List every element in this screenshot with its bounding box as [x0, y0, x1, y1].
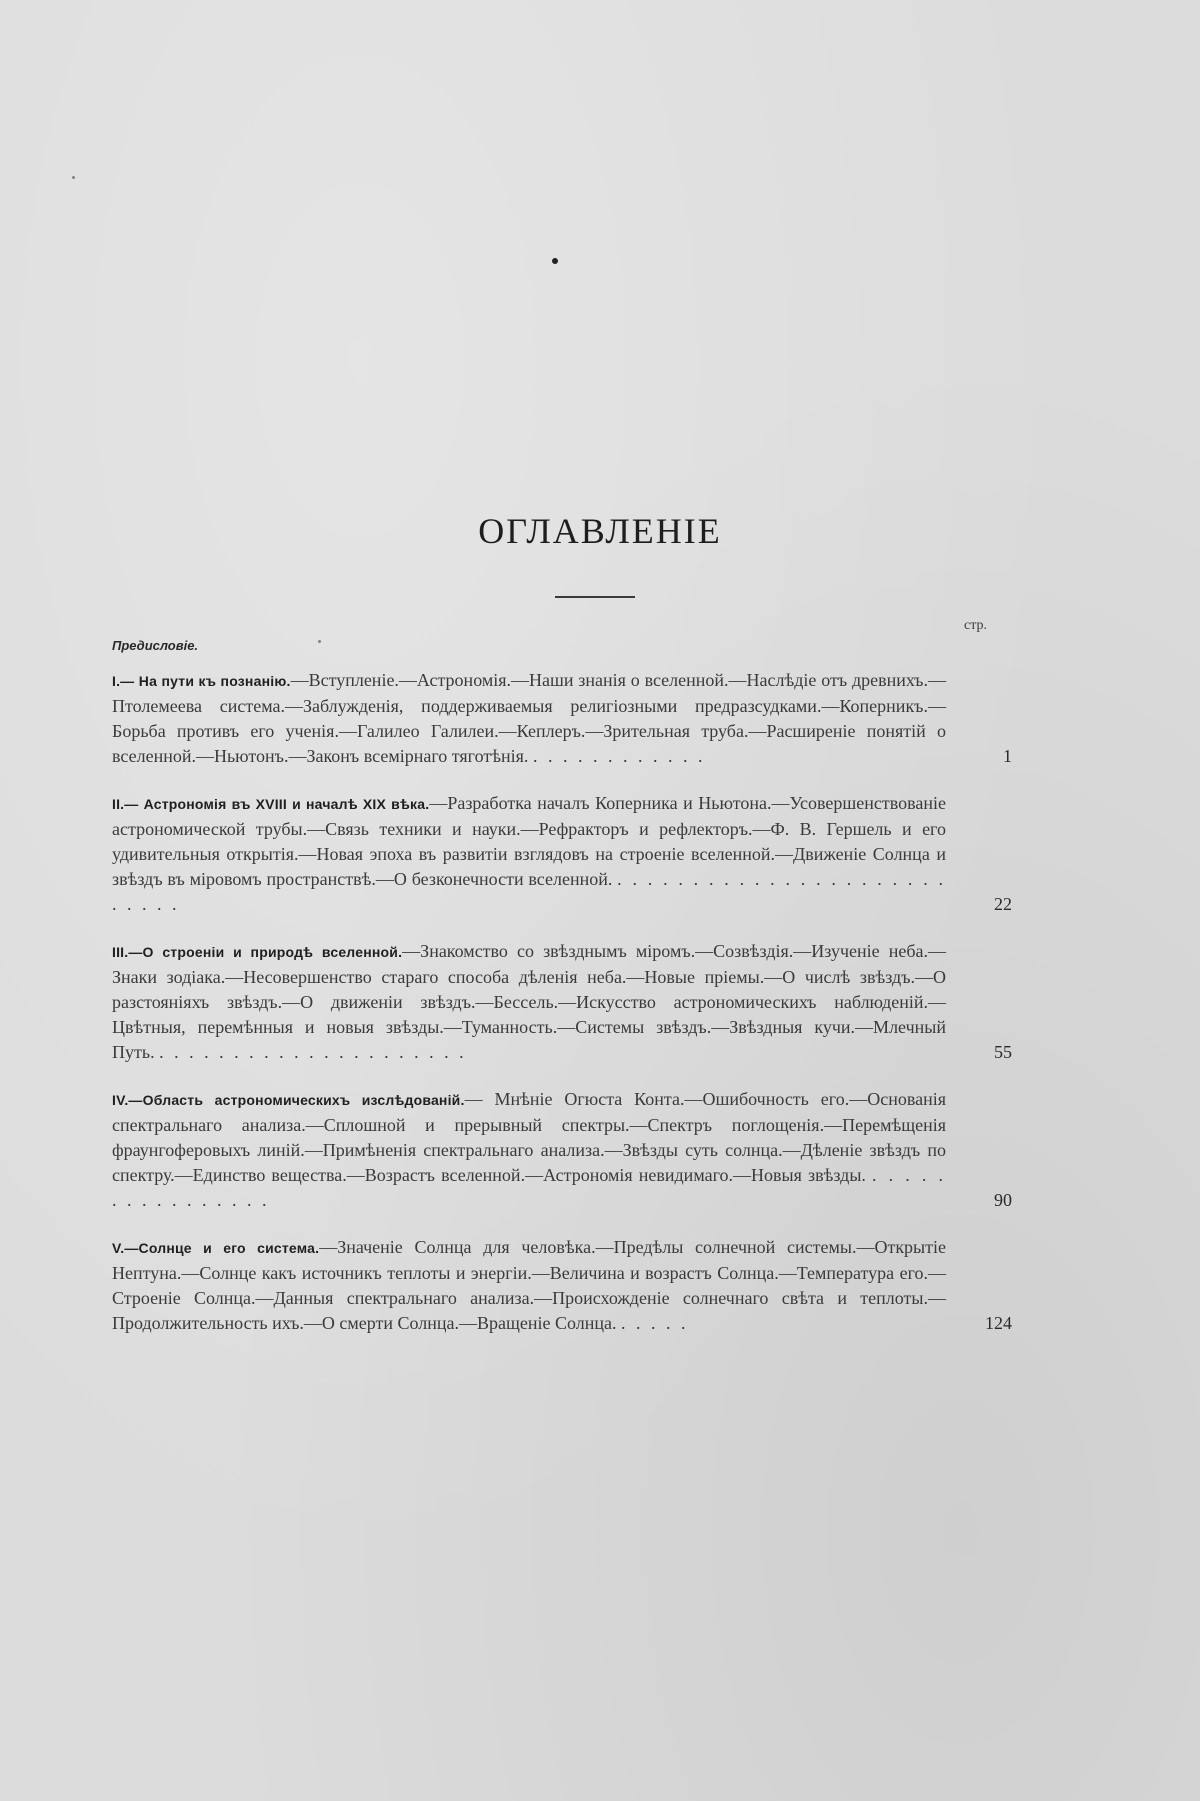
toc-entry — [112, 791, 1012, 917]
chapter-heading: II.— Астрономія въ XVIII и началѣ XIX вѣка. — [112, 796, 430, 812]
chapter-heading: IV.—Область астрономическихъ изслѣдованій. — [112, 1092, 465, 1108]
ink-speck — [72, 176, 75, 179]
table-of-contents — [112, 668, 1012, 1358]
toc-entry — [112, 668, 1012, 769]
page-number: 124 — [985, 1313, 1012, 1333]
page-number: 22 — [994, 894, 1012, 914]
ink-speck — [318, 640, 321, 643]
chapter-summary: —Вступленіе.—Астрономія.—Наши знанія о вселенной.—Наслѣдіе отъ древнихъ.—Птолемеева система.—Заблужденія, поддерживаемыя религіозными предразсудками.—Коперникъ.—Борьба противъ его ученія.—Галилео Галилеи.—Кеплеръ.—Зрительная труба.—Расширеніе понятій о вселенной.—Ньютонъ.—Законъ всемірнаго тяготѣнія. — [112, 670, 946, 766]
ink-dot — [552, 258, 558, 264]
dot-leader: . . . . . . . . . . . . — [532, 746, 706, 766]
page-number: 55 — [994, 1042, 1012, 1062]
dot-leader: . . . . . . . . . . . . . . . . . . . . . — [159, 1042, 467, 1062]
title-divider — [555, 596, 635, 598]
dot-leader: . . . . . . . . . . . . . . . . — [112, 1165, 947, 1210]
chapter-summary: —Знакомство со звѣзднымъ міромъ.—Созвѣздія.—Изученіе неба.—Знаки зодіака.—Несовершенство стараго способа дѣленія неба.—Новые пріемы.—О числѣ звѣздъ.—О разстояніяхъ звѣздъ.—О движеніи звѣздъ.—Бессель.—Искусство астрономическихъ наблюденій.—Цвѣтныя, перемѣнныя и новыя звѣзды.—Туманность.—Системы звѣздъ.—Звѣздныя кучи.—Млечный Путь. — [112, 941, 947, 1062]
toc-entry — [112, 1235, 1012, 1336]
page-number: 90 — [994, 1190, 1012, 1210]
chapter-summary: —Значеніе Солнца для человѣка.—Предѣлы солнечной системы.—Открытіе Нептуна.—Солнце какъ источникъ теплоты и энергіи.—Величина и возрастъ Солнца.—Температура его.—Строеніе Солнца.—Данныя спектральнаго анализа.—Происхожденіе солнечнаго свѣта и теплоты.—Продолжительность ихъ.—О смерти Солнца.—Вращеніе Солнца. — [112, 1237, 947, 1333]
page-number: 1 — [1003, 746, 1012, 766]
chapter-heading: I.— На пути къ познанію. — [112, 673, 291, 689]
preface-entry: Предисловіе. — [112, 638, 199, 653]
chapter-heading: III.—О строеніи и природѣ вселенной. — [112, 944, 403, 960]
chapter-heading: V.—Солнце и его система. — [112, 1240, 320, 1256]
page-column-label: стр. — [964, 618, 988, 633]
dot-leader: . . . . . — [621, 1313, 689, 1333]
toc-entry — [112, 939, 1012, 1065]
chapter-summary: — Мнѣніе Огюста Конта.—Ошибочность его.—Основанія спектральнаго анализа.—Сплошной и прерывный спектры.—Спектръ поглощенія.—Перемѣщенія фраунгоферовыхъ линій.—Примѣненія спектральнаго анализа.—Звѣзды суть солнца.—Дѣленіе звѣздъ по спектру.—Единство вещества.—Возрастъ вселенной.—Астрономія невидимаго.—Новыя звѣзды. — [112, 1089, 946, 1185]
chapter-summary: —Разработка началъ Коперника и Ньютона.—Усовершенствованіе астрономической трубы.—Связь техники и науки.—Рефракторъ и рефлекторъ.—Ф. В. Гершель и его удивительныя открытія.—Новая эпоха въ развитіи взглядовъ на строеніе вселенной.—Движеніе Солнца и звѣздъ въ міровомъ пространствѣ.—О безконечности вселенной. — [112, 793, 946, 889]
toc-entry — [112, 1087, 1012, 1213]
page-title: ОГЛАВЛЕНІЕ — [478, 511, 722, 551]
dot-leader: . . . . . . . . . . . . . . . . . . . . . . . . . . . — [112, 869, 947, 914]
